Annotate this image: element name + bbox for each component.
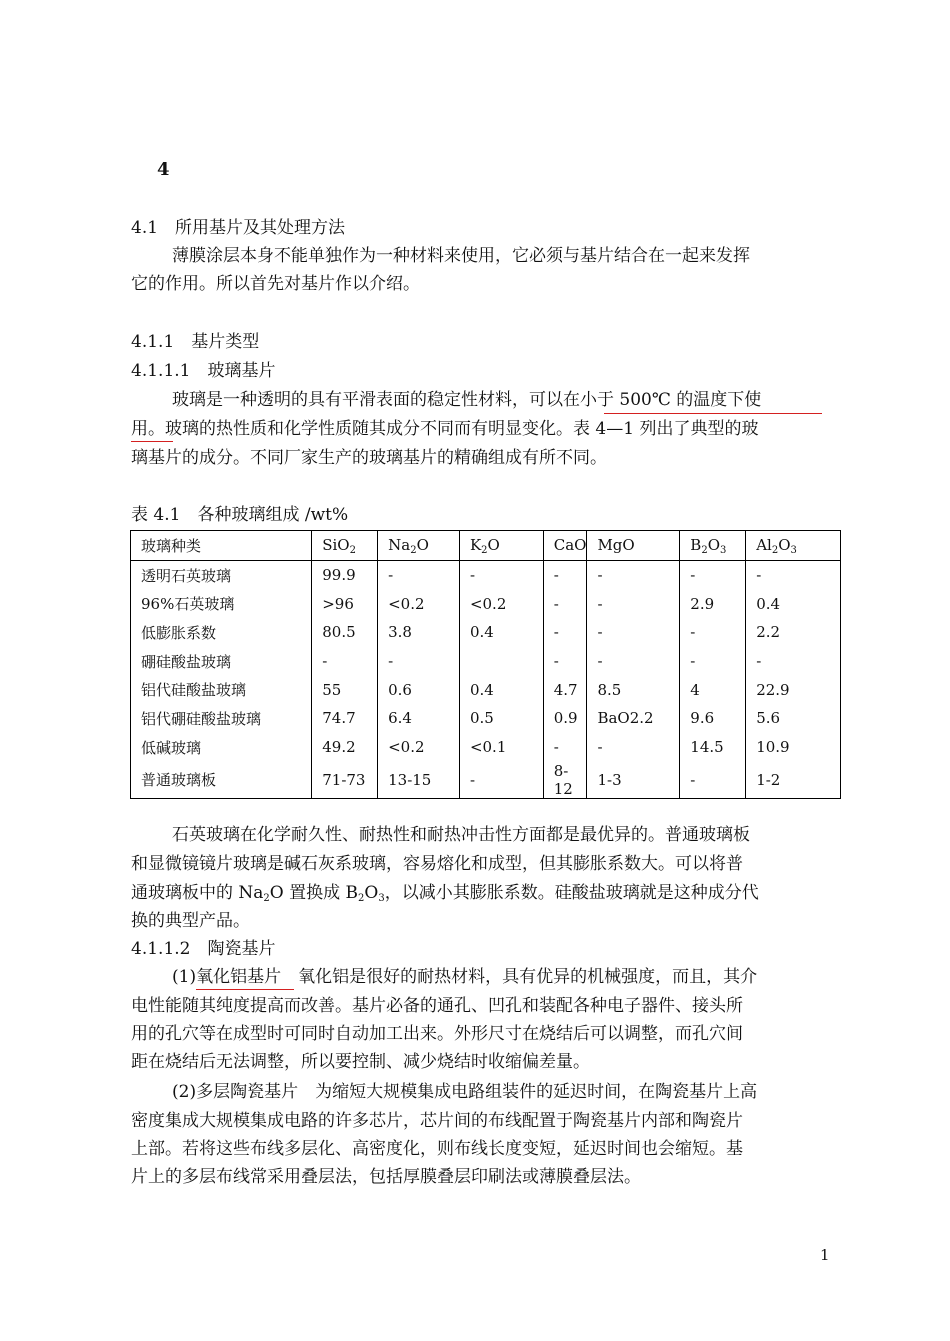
red-underline-annotation xyxy=(131,441,173,442)
table-row xyxy=(131,733,841,762)
alumina-para-line-3: 用的孔穴等在成型时可同时自动加工出来。外形尺寸在烧结后可以调整，而孔穴间 xyxy=(131,1024,743,1044)
chapter-number: 4 xyxy=(157,159,170,180)
composition-cell: - xyxy=(312,647,378,676)
page-number: 1 xyxy=(820,1246,830,1264)
composition-cell: - xyxy=(587,618,680,647)
table-row xyxy=(131,704,841,733)
glass-type-cell: 96%石英玻璃 xyxy=(131,589,312,618)
composition-cell: 0.4 xyxy=(459,675,543,704)
composition-cell: 8-12 xyxy=(543,762,587,799)
composition-cell: 55 xyxy=(312,675,378,704)
composition-cell: 99.9 xyxy=(312,560,378,589)
composition-cell: 49.2 xyxy=(312,733,378,762)
quartz-para-line-3: 通玻璃板中的 $Na_2O$ 置换成 $B_2O_3$，以减小其膨胀系数。硅酸盐玻璃就是这种成分代 xyxy=(131,883,759,904)
multilayer-para-line-4: 片上的多层布线常采用叠层法，包括厚膜叠层印刷法或薄膜叠层法。 xyxy=(131,1167,641,1187)
multilayer-para-line-3: 上部。若将这些布线多层化、高密度化，则布线长度变短，延迟时间也会缩短。基 xyxy=(131,1139,743,1159)
table-row xyxy=(131,647,841,676)
section-heading-4-1: 4.1 所用基片及其处理方法 xyxy=(131,218,346,238)
composition-cell: 4.7 xyxy=(543,675,587,704)
composition-cell: 9.6 xyxy=(680,704,746,733)
composition-cell: <0.2 xyxy=(459,589,543,618)
composition-cell: 74.7 xyxy=(312,704,378,733)
composition-cell: - xyxy=(680,618,746,647)
composition-cell: - xyxy=(459,560,543,589)
quartz-para-line-2: 和显微镜镜片玻璃是碱石灰系玻璃，容易熔化和成型，但其膨胀系数大。可以将普 xyxy=(131,854,743,874)
multilayer-para-line-1: (2)多层陶瓷基片 为缩短大规模集成电路组装件的延迟时间，在陶瓷基片上高 xyxy=(172,1082,758,1102)
red-underline-annotation xyxy=(196,989,294,990)
composition-cell: - xyxy=(587,589,680,618)
composition-cell: 0.9 xyxy=(543,704,587,733)
composition-cell: 6.4 xyxy=(378,704,460,733)
composition-cell: 71-73 xyxy=(312,762,378,799)
header-cao: CaO xyxy=(543,531,587,561)
composition-cell: 0.4 xyxy=(746,589,841,618)
header-k2o: $K_2O$ xyxy=(459,531,543,561)
header-glass-type: 玻璃种类 xyxy=(131,531,312,561)
composition-cell: - xyxy=(587,647,680,676)
composition-cell: - xyxy=(543,647,587,676)
composition-cell: - xyxy=(378,647,460,676)
composition-cell: 14.5 xyxy=(680,733,746,762)
table-row xyxy=(131,589,841,618)
table-header-row xyxy=(131,531,841,561)
composition-cell: <0.2 xyxy=(378,589,460,618)
header-sio2: SiO$_2$ xyxy=(312,531,378,561)
header-mgo: MgO xyxy=(587,531,680,561)
header-b2o3: $B_2O_3$ xyxy=(680,531,746,561)
table-caption: 表 4.1 各种玻璃组成 /wt% xyxy=(131,505,349,525)
alumina-para-line-2: 电性能随其纯度提高而改善。基片必备的通孔、凹孔和装配各种电子器件、接头所 xyxy=(131,996,743,1016)
composition-cell: 2.2 xyxy=(746,618,841,647)
composition-cell: 4 xyxy=(680,675,746,704)
composition-cell: - xyxy=(459,762,543,799)
alumina-para-line-1: (1)氧化铝基片 氧化铝是很好的耐热材料，具有优异的机械强度，而且，其介 xyxy=(172,967,758,987)
glass-para-line-2: 用。玻璃的热性质和化学性质随其成分不同而有明显变化。表 4—1 列出了典型的玻 xyxy=(131,419,759,439)
glass-type-cell: 低膨胀系数 xyxy=(131,618,312,647)
composition-cell: - xyxy=(543,589,587,618)
red-underline-annotation xyxy=(604,413,822,414)
composition-cell: - xyxy=(680,560,746,589)
composition-cell: >96 xyxy=(312,589,378,618)
composition-cell: - xyxy=(587,560,680,589)
table-row xyxy=(131,560,841,589)
composition-cell: 1-2 xyxy=(746,762,841,799)
glass-type-cell: 低碱玻璃 xyxy=(131,733,312,762)
table-row xyxy=(131,618,841,647)
quartz-para-line-4: 换的典型产品。 xyxy=(131,911,250,931)
composition-cell: <0.1 xyxy=(459,733,543,762)
composition-cell: 0.5 xyxy=(459,704,543,733)
header-na2o: $Na_2O$ xyxy=(378,531,460,561)
composition-cell: - xyxy=(680,762,746,799)
glass-type-cell: 硼硅酸盐玻璃 xyxy=(131,647,312,676)
composition-cell: 5.6 xyxy=(746,704,841,733)
composition-cell: 80.5 xyxy=(312,618,378,647)
composition-cell: - xyxy=(378,560,460,589)
section-heading-4-1-1-1: 4.1.1.1 玻璃基片 xyxy=(131,361,276,381)
composition-cell: - xyxy=(543,618,587,647)
section-heading-4-1-1: 4.1.1 基片类型 xyxy=(131,332,260,352)
alumina-para-line-4: 距在烧结后无法调整，所以要控制、减少烧结时收缩偏差量。 xyxy=(131,1052,590,1072)
intro-line-1: 薄膜涂层本身不能单独作为一种材料来使用，它必须与基片结合在一起来发挥 xyxy=(172,246,750,266)
table-row xyxy=(131,762,841,799)
composition-cell: 0.4 xyxy=(459,618,543,647)
composition-cell: BaO2.2 xyxy=(587,704,680,733)
composition-cell: 13-15 xyxy=(378,762,460,799)
glass-para-line-3: 璃基片的成分。不同厂家生产的玻璃基片的精确组成有所不同。 xyxy=(131,448,607,468)
table-row xyxy=(131,675,841,704)
composition-cell: - xyxy=(587,733,680,762)
glass-type-cell: 普通玻璃板 xyxy=(131,762,312,799)
glass-composition-table xyxy=(130,530,841,799)
quartz-para-line-1: 石英玻璃在化学耐久性、耐热性和耐热冲击性方面都是最优异的。普通玻璃板 xyxy=(172,825,750,845)
composition-cell: 1-3 xyxy=(587,762,680,799)
composition-cell xyxy=(459,647,543,676)
composition-cell: 8.5 xyxy=(587,675,680,704)
composition-cell: 10.9 xyxy=(746,733,841,762)
composition-cell: 3.8 xyxy=(378,618,460,647)
intro-line-2: 它的作用。所以首先对基片作以介绍。 xyxy=(131,274,420,294)
composition-cell: 0.6 xyxy=(378,675,460,704)
composition-cell: - xyxy=(746,560,841,589)
composition-cell: - xyxy=(746,647,841,676)
composition-cell: - xyxy=(680,647,746,676)
multilayer-para-line-2: 密度集成大规模集成电路的许多芯片，芯片间的布线配置于陶瓷基片内部和陶瓷片 xyxy=(131,1111,743,1131)
glass-type-cell: 铝代硅酸盐玻璃 xyxy=(131,675,312,704)
section-heading-4-1-1-2: 4.1.1.2 陶瓷基片 xyxy=(131,939,276,959)
glass-para-line-1: 玻璃是一种透明的具有平滑表面的稳定性材料，可以在小于 500℃ 的温度下使 xyxy=(172,390,762,410)
glass-type-cell: 铝代硼硅酸盐玻璃 xyxy=(131,704,312,733)
glass-type-cell: 透明石英玻璃 xyxy=(131,560,312,589)
composition-cell: - xyxy=(543,560,587,589)
composition-cell: 22.9 xyxy=(746,675,841,704)
composition-cell: - xyxy=(543,733,587,762)
composition-cell: <0.2 xyxy=(378,733,460,762)
composition-cell: 2.9 xyxy=(680,589,746,618)
header-al2o3: $Al_2O_3$ xyxy=(746,531,841,561)
